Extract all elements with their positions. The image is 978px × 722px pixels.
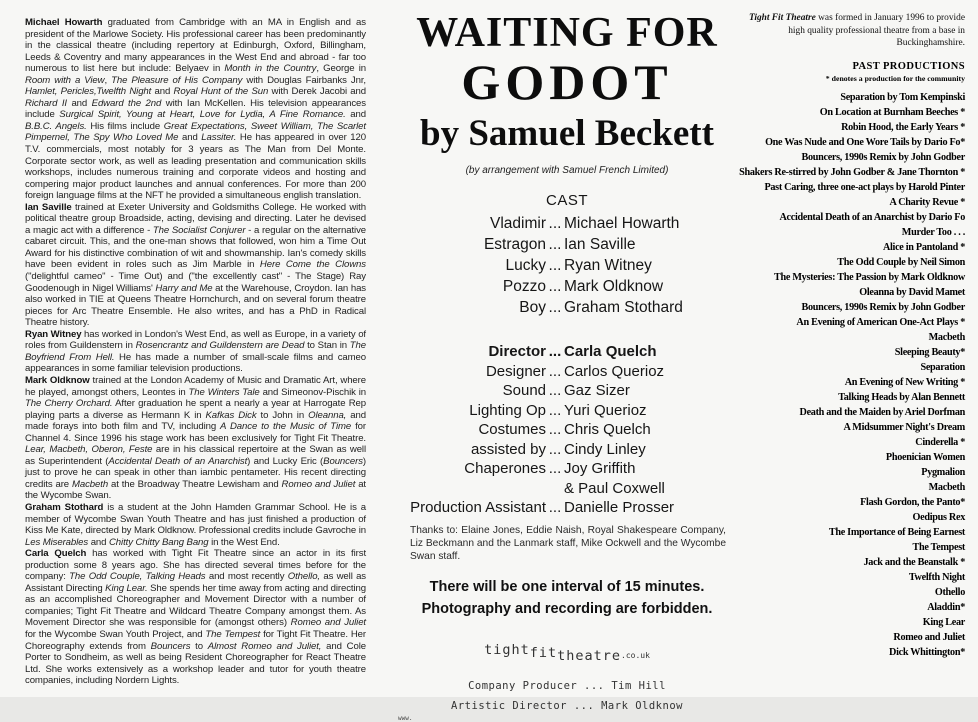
crew-row-name: Danielle Prosser	[564, 499, 675, 516]
past-productions-heading: PAST PRODUCTIONS	[852, 60, 965, 72]
crew-row-sep: ...	[548, 362, 562, 380]
production-item: Sleeping Beauty*	[894, 346, 965, 358]
production-item: Talking Heads by Alan Bennett	[838, 391, 965, 403]
bio-paragraph: Graham Stothard is a student at the John Hamden Grammar School. He is a member of Wycombe Swan Youth Theatre and has just finished a production of Kiss Me Kate, directed by Mark Oldknow. Professional credits include Gavroche in Les Miserables and Chitty Chitty Bang Bang in the West End.	[25, 501, 366, 548]
crew-row-name: Chris Quelch	[564, 421, 651, 438]
thanks-paragraph: Thanks to: Elaine Jones, Eddie Naish, Royal Shakespeare Company, Liz Beckmann and the Lanmark staff, Mike Ockwell and the Wycombe Swan staff.	[410, 524, 726, 562]
interval-notice-line1: There will be one interval of 15 minutes.	[429, 579, 705, 596]
production-item: One Was Nude and One Wore Tails by Dario Fo*	[765, 136, 965, 148]
cast-row-name: Ian Saville	[564, 236, 636, 253]
cast-row-name: Mark Oldknow	[564, 278, 664, 295]
crew-row-name: Gaz Sizer	[564, 382, 630, 399]
cast-row-sep: ...	[548, 278, 562, 295]
company-intro-rest: was formed in January 1996 to provide high quality professional theatre from a base in Buckinghamshire.	[788, 13, 965, 48]
cast-row-role: Boy	[519, 299, 546, 316]
crew-row-sep: ...	[548, 343, 562, 360]
center-column	[398, 10, 736, 722]
production-item: The Tempest	[912, 541, 965, 553]
logo-www: www.	[398, 715, 413, 722]
crew-row-role: Designer	[485, 362, 546, 380]
production-item: Murder Too . . .	[901, 226, 965, 238]
production-item: An Evening of American One-Act Plays *	[796, 316, 965, 328]
bio-paragraph: Ian Saville trained at Exeter University and Goldsmiths College. He worked with political theatre group Broadside, acting, devising and directing. Later he devised a magic act with a difference - The Socialist Conjurer - a regular on the alternative cabaret circuit. This, and the one-man shows that followed, won him a Time Out Award for his distinctive combination of wit and showmanship. Ian's comedy skills have been evident in roles such as Jim Marble in Here Come the Clowns ("delightful cameo" - Time Out) and ("the excellently cast" - The Stage) Ray Goodenough in Nigel Williams' Harry and Me at the Warehouse, Croydon. Ian has also worked in TIE at Queens Theatre Hornchurch, and on several forum theatre pieces for Arc Theatre Ensemble. He also writes, and has a PhD in Radical Theatre history.	[25, 201, 367, 329]
crew-row-role: Costumes	[478, 421, 546, 438]
crew-row-name: Yuri Querioz	[564, 401, 647, 419]
cast-row-role: Estragon	[483, 236, 546, 253]
production-item: Dick Whittington*	[889, 646, 965, 658]
author-byline: by Samuel Beckett	[420, 113, 714, 154]
production-item: Twelfth Night	[908, 571, 965, 583]
company-name: Tight Fit Theatre	[748, 13, 816, 23]
bio-paragraph: Michael Howarth graduated from Cambridge with an MA in English and as president of the Marlowe Society. His professional career has been predominantly in the classical theatre (including repertory at Edinburgh, Oxford, Billingham, Leeds & Coventry and many appearances in the West End and abroad - far too numerous to list here but include: Belyaev in Month in the Country, George in Room with a View, The Pleasure of His Company with Douglas Fairbanks Jnr, Hamlet, Pericles,Twelfth Night and Royal Hunt of the Sun with Derek Jacobi and Richard II and Edward the 2nd with Ian McKellen. His television appearances include Surgical Spirit, Young at Heart, Love for Lydia, A Fine Romance. and B.B.C. Angels. His films include Great Expectations, Sweet William, The Scarlet Pimpernel, The Spy Who Loved Me and Lassiter. He has appeared in over 120 T.V. commercials, most notably for 3 years as The Man from Del Monte. Corporate sector work, as well as leading presentation and communication skills workshops, includes numerous training and corporate videos and hosting and compering major product launches and annual conferences. For more than 200 foreign language films at the NFT he provided a simultaneous english translation.	[25, 17, 367, 202]
cast-list	[398, 213, 736, 318]
production-item: Death and the Maiden by Ariel Dorfman	[799, 406, 965, 418]
crew-list	[398, 342, 736, 518]
crew-row-role: Chaperones	[464, 460, 546, 477]
producer-credit-line: Artistic Director ... Mark Oldknow	[451, 700, 683, 713]
show-title-line2: GODOT	[461, 54, 673, 110]
cast-row-sep: ...	[548, 257, 562, 274]
crew-row-name: Carlos Querioz	[564, 362, 665, 380]
production-item: Phoenician Women	[885, 451, 965, 463]
production-item: Past Caring, three one-act plays by Harold Pinter	[764, 181, 965, 193]
producer-credits	[398, 676, 736, 716]
cast-row-role: Lucky	[505, 257, 546, 274]
logo-theatre: theatre	[557, 648, 622, 665]
crew-row-sep: ...	[548, 401, 562, 419]
production-item: On Location at Burnham Beeches *	[819, 106, 965, 118]
production-item: Accidental Death of an Anarchist by Dario Fo	[779, 211, 965, 223]
cast-row-name: Michael Howarth	[564, 215, 680, 232]
production-item: Separation by Tom Kempinski	[840, 91, 965, 103]
production-item: Oleanna by David Mamet	[859, 286, 965, 298]
production-item: The Mysteries: The Passion by Mark Oldknow	[774, 271, 965, 283]
crew-row-name: Joy Griffith	[564, 460, 636, 477]
productions-list	[737, 90, 965, 660]
production-item: A Midsummer Night's Dream	[843, 421, 965, 433]
production-item: Othello	[934, 586, 965, 598]
production-item: Shakers Re-stirred by John Godber & Jane Thornton *	[739, 166, 965, 178]
crew-row-sep: ...	[548, 382, 562, 399]
production-item: Bouncers, 1990s Remix by John Godber	[801, 301, 965, 313]
production-item: The Importance of Being Earnest	[828, 526, 965, 538]
cast-row-name: Graham Stothard	[564, 299, 683, 316]
logo-couk: .co.uk	[621, 651, 650, 661]
crew-row-name: Cindy Linley	[564, 440, 646, 458]
bio-paragraph: Ryan Witney has worked in London's West End, as well as Europe, in a variety of roles from Guildenstern in Rosencrantz and Guildenstern are Dead to Stan in The Boyfriend From Hell. He has made a number of small-scale films and cameo appearances in some familiar television productions.	[25, 328, 366, 375]
production-item: Flash Gordon, the Panto*	[860, 496, 965, 508]
past-productions-column	[737, 12, 965, 660]
crew-row-role: Director	[488, 343, 546, 360]
community-footnote: * denotes a production for the community	[825, 73, 965, 83]
crew-row-role	[398, 479, 546, 499]
show-title-line1: WAITING FOR	[416, 10, 718, 56]
interval-notice-line2: Photography and recording are forbidden.	[421, 601, 713, 618]
cast-heading: CAST	[545, 192, 588, 209]
crew-row-sep	[546, 479, 564, 499]
crew-row-role: Sound	[502, 382, 546, 399]
bio-paragraph: Carla Quelch has worked with Tight Fit Theatre since an actor in its first production some 8 years ago. She has directed several times before for the company: The Odd Couple, Talking Heads and most recently Othello, as well as Assistant Directing King Lear. She spends her time away from acting and directing as an accomplished Choreographer and Movement Director with a number of companies; Tight Fit Theatre and Wildcard Theatre Company amongst them. As Movement Director she was responsible for (amongst others) Romeo and Juliet for the Wycombe Swan Youth Project, and The Tempest for Tight Fit Theatre. Her Choreography extends from Bouncers to Almost Romeo and Juliet, and Cole Porter to Sondheim, as well as being Resident Choreographer for React Theatre Ltd. She works extensively as a workshop leader and tutor for youth theatre companies, including Nordern Lights.	[25, 548, 367, 687]
production-item: Pygmalion	[921, 466, 965, 478]
crew-row-sep: ...	[548, 460, 562, 477]
cast-row-role: Pozzo	[502, 278, 546, 295]
producer-credit-line: Company Producer ... Tim Hill	[468, 680, 666, 693]
crew-row-sep: ...	[548, 440, 562, 458]
crew-row-role: Lighting Op	[469, 401, 546, 419]
production-item: Oedipus Rex	[912, 511, 965, 523]
crew-row-name: & Paul Coxwell	[564, 479, 665, 497]
production-item: An Evening of New Writing *	[844, 376, 965, 388]
production-item: Robin Hood, the Early Years *	[841, 121, 965, 133]
production-item: Macbeth	[928, 481, 965, 493]
production-item: A Charity Revue *	[889, 196, 965, 208]
production-item: The Odd Couple by Neil Simon	[837, 256, 965, 268]
cast-row-sep: ...	[548, 215, 562, 232]
production-item: Bouncers, 1990s Remix by John Godber	[801, 151, 965, 163]
cast-row-name: Ryan Witney	[564, 257, 652, 274]
crew-row-role: assisted by	[470, 440, 546, 458]
arrangement-note: (by arrangement with Samuel French Limited)	[465, 165, 669, 176]
production-item: Romeo and Juliet	[893, 631, 965, 643]
cast-row-role: Vladimir	[490, 215, 546, 232]
crew-row-sep: ...	[548, 499, 562, 516]
cast-row-sep: ...	[548, 299, 562, 316]
production-item: Macbeth	[928, 331, 965, 343]
production-item: Cinderella *	[915, 436, 965, 448]
crew-row-role: Production Assistant	[410, 499, 546, 516]
logo-tight: tight	[484, 642, 530, 659]
production-item: Aladdin*	[927, 601, 965, 613]
crew-row-name: Carla Quelch	[564, 343, 657, 360]
production-item: Alice in Pantoland *	[882, 241, 965, 253]
logo-fit: fit	[529, 645, 558, 662]
production-item: Jack and the Beanstalk *	[863, 556, 965, 568]
interval-notice	[398, 576, 736, 620]
crew-row-sep: ...	[548, 421, 562, 438]
cast-row-sep: ...	[548, 236, 562, 253]
production-item: King Lear	[922, 616, 965, 628]
company-intro	[737, 12, 965, 50]
production-item: Separation	[920, 361, 965, 373]
biographies-column	[25, 17, 366, 687]
bio-paragraph: Mark Oldknow trained at the London Academy of Music and Dramatic Art, where he played, amongst others, Leontes in The Winters Tale and Simeonov-Pischik in The Cherry Orchard. After graduation he spent a nearly a year at Harrogate Rep playing parts a diverse as Hermann K in Kafkas Dick to John in Oleanna, and made forays into both film and TV, including A Dance to the Music of Time for Channel 4. Since 1996 his stage work has been exclusively for Tight Fit Theatre. Lear, Macbeth, Oberon, Feste are in his classical repertoire at the Swan as well as Superintendent (Accidental Death of an Anarchist) and Lucky Eric (Bouncers) just to prove he can speak in other than iambic pentameter. His recent directing credits are Macbeth at the Broadway Theatre Lewisham and Romeo and Juliet at the Wycombe Swan.	[25, 374, 367, 502]
